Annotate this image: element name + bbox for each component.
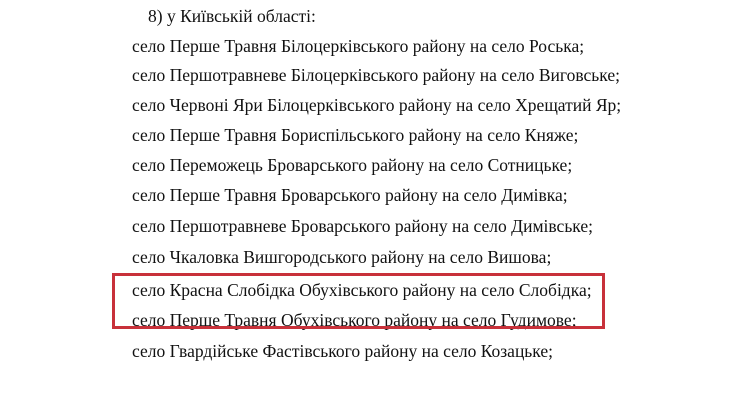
highlight-box xyxy=(112,273,605,329)
list-item: село Першотравневе Білоцерківського району на село Виговське; xyxy=(132,65,620,85)
list-item: село Перше Травня Білоцерківського району на село Роська; xyxy=(132,36,585,56)
list-item-highlighted: село Перше Травня Обухівського району на село Гудимове; xyxy=(132,310,577,330)
list-item: село Першотравневе Броварського району на село Димівське; xyxy=(132,216,593,236)
list-item-highlighted: село Красна Слобідка Обухівського району на село Слобідка; xyxy=(132,280,592,300)
section-heading: 8) у Київській області: xyxy=(148,6,316,26)
list-item: село Чкаловка Вишгородського району на село Вишова; xyxy=(132,247,552,267)
list-item: село Переможець Броварського району на село Сотницьке; xyxy=(132,155,573,175)
list-item: село Перше Травня Бориспільського району на село Княже; xyxy=(132,125,579,145)
list-item: село Перше Травня Броварського району на село Димівка; xyxy=(132,185,568,205)
list-item: село Гвардійське Фастівського району на село Козацьке; xyxy=(132,341,553,361)
list-item: село Червоні Яри Білоцерківського району на село Хрещатий Яр; xyxy=(132,95,622,115)
